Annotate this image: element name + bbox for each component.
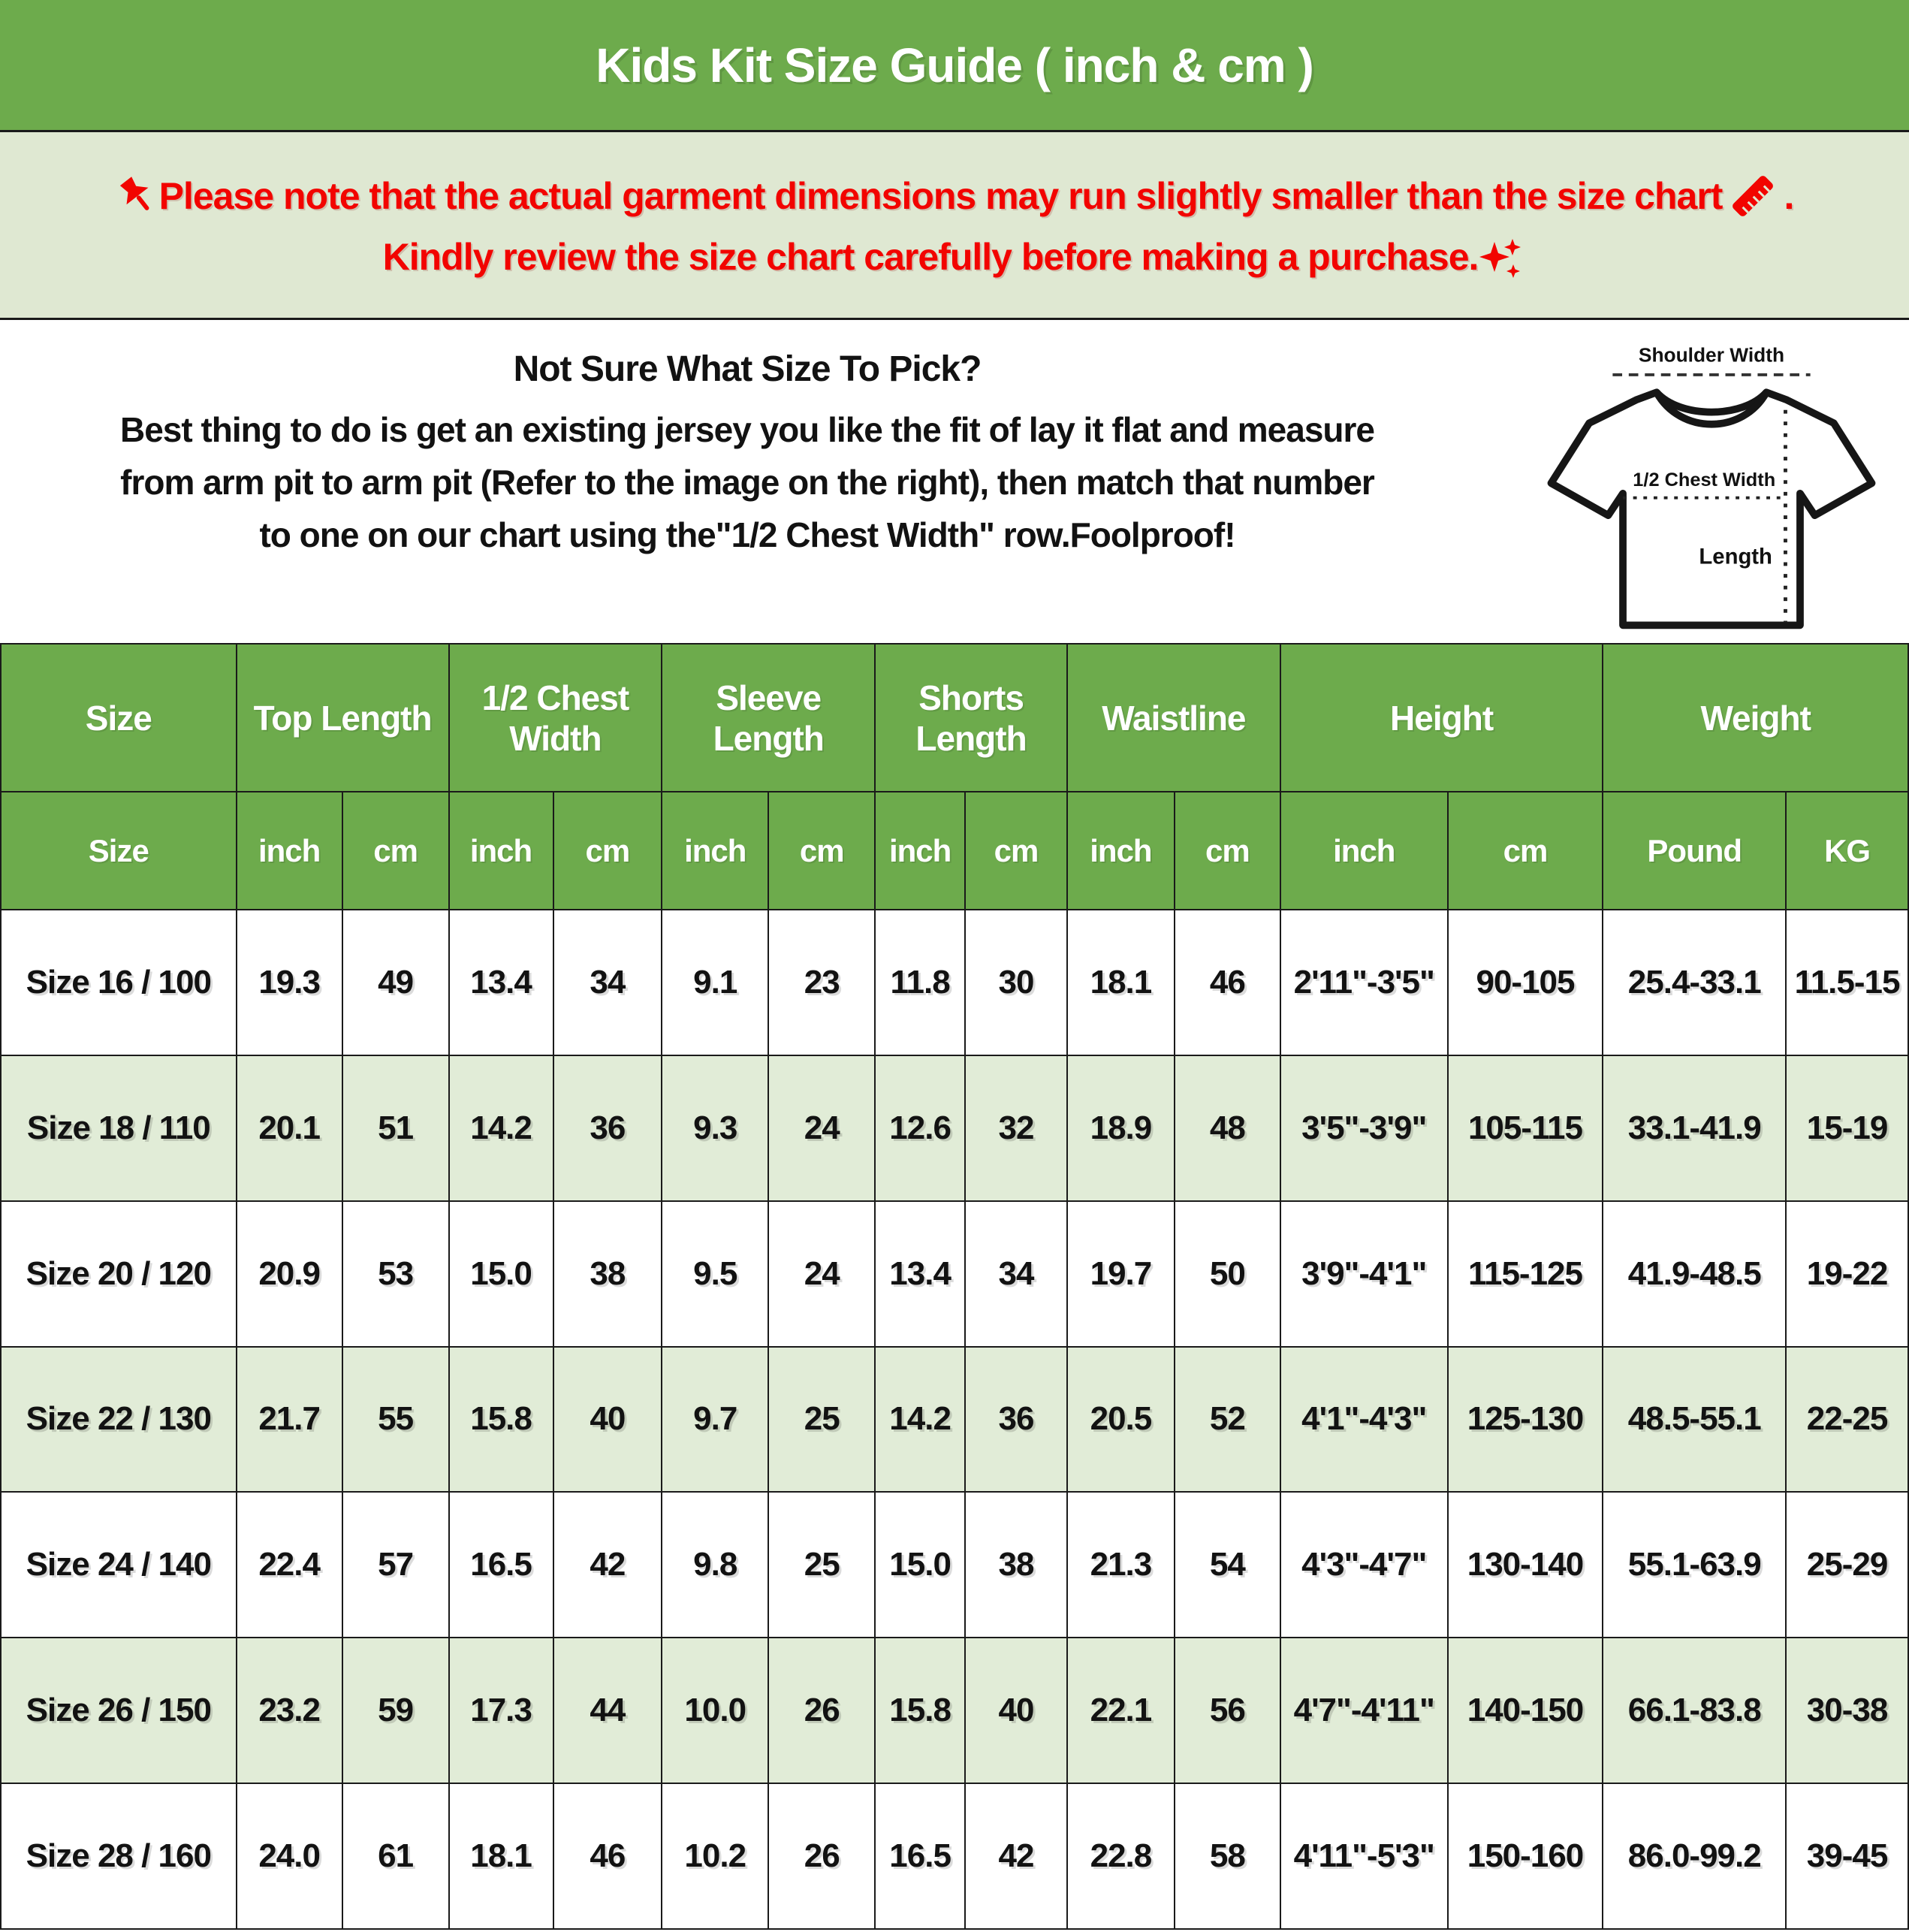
column-unit-header: cm	[553, 792, 662, 910]
measurement-cell: 42	[553, 1492, 662, 1638]
measurement-cell: 24	[768, 1201, 875, 1347]
measurement-cell: 23.2	[237, 1638, 342, 1783]
measurement-cell: 36	[965, 1347, 1067, 1493]
measurement-cell: 16.5	[875, 1783, 965, 1929]
measurement-cell: 17.3	[449, 1638, 553, 1783]
measurement-cell: 51	[342, 1055, 449, 1201]
measurement-cell: 18.1	[449, 1783, 553, 1929]
column-unit-header: inch	[1280, 792, 1448, 910]
measurement-cell: 90-105	[1448, 910, 1603, 1055]
measurement-cell: 38	[965, 1492, 1067, 1638]
sizing-help-text	[0, 349, 1494, 561]
table-row	[1, 910, 1908, 1055]
measurement-cell: 19.3	[237, 910, 342, 1055]
measurement-cell: 25	[768, 1492, 875, 1638]
notice-text-1: Please note that the actual garment dimensions may run slightly smaller than the size chart	[158, 174, 1723, 217]
measurement-cell: 12.6	[875, 1055, 965, 1201]
column-group-header: Shorts Length	[875, 644, 1067, 792]
page-title: Kids Kit Size Guide ( inch & cm )	[596, 38, 1313, 92]
measurement-cell: 3'5"-3'9"	[1280, 1055, 1448, 1201]
measurement-cell: 9.7	[662, 1347, 768, 1493]
shirt-measure-diagram	[1535, 343, 1888, 635]
column-group-header: Top Length	[237, 644, 449, 792]
column-unit-header: inch	[449, 792, 553, 910]
measurement-cell: 20.9	[237, 1201, 342, 1347]
column-unit-header: cm	[768, 792, 875, 910]
column-group-header: Waistline	[1067, 644, 1280, 792]
table-units-header-row	[1, 792, 1908, 910]
measurement-cell: 21.3	[1067, 1492, 1175, 1638]
measurement-cell: 4'7"-4'11"	[1280, 1638, 1448, 1783]
measurement-cell: 19-22	[1786, 1201, 1908, 1347]
measurement-cell: 13.4	[449, 910, 553, 1055]
sizing-help-section	[0, 320, 1909, 643]
measurement-cell: 20.5	[1067, 1347, 1175, 1493]
table-group-header-row	[1, 644, 1908, 792]
measurement-cell: 42	[965, 1783, 1067, 1929]
measurement-cell: 46	[1175, 910, 1280, 1055]
measurement-cell: 11.8	[875, 910, 965, 1055]
measurement-cell: 25.4-33.1	[1603, 910, 1786, 1055]
measurement-cell: 52	[1175, 1347, 1280, 1493]
measurement-cell: 3'9"-4'1"	[1280, 1201, 1448, 1347]
column-unit-header: inch	[1067, 792, 1175, 910]
measurement-cell: 40	[553, 1347, 662, 1493]
measurement-cell: 24.0	[237, 1783, 342, 1929]
measurement-cell: 10.2	[662, 1783, 768, 1929]
size-label-cell: Size 18 / 110	[1, 1055, 237, 1201]
column-unit-header: cm	[1448, 792, 1603, 910]
size-table	[0, 643, 1909, 1930]
measurement-cell: 55.1-63.9	[1603, 1492, 1786, 1638]
measurement-cell: 59	[342, 1638, 449, 1783]
measurement-cell: 55	[342, 1347, 449, 1493]
measurement-cell: 18.9	[1067, 1055, 1175, 1201]
measurement-cell: 36	[553, 1055, 662, 1201]
size-label-cell: Size 16 / 100	[1, 910, 237, 1055]
measurement-cell: 50	[1175, 1201, 1280, 1347]
measurement-cell: 22.4	[237, 1492, 342, 1638]
measurement-cell: 56	[1175, 1638, 1280, 1783]
measurement-cell: 53	[342, 1201, 449, 1347]
measurement-cell: 38	[553, 1201, 662, 1347]
measurement-cell: 15.8	[875, 1638, 965, 1783]
shoulder-width-label: Shoulder Width	[1638, 343, 1785, 367]
sizing-help-line-3: to one on our chart using the"1/2 Chest Width" row.Foolproof!	[259, 515, 1235, 554]
notice-line-1	[116, 170, 1794, 222]
measurement-cell: 25-29	[1786, 1492, 1908, 1638]
measurement-cell: 22.1	[1067, 1638, 1175, 1783]
measurement-cell: 44	[553, 1638, 662, 1783]
column-group-header: Size	[1, 644, 237, 792]
measurement-cell: 32	[965, 1055, 1067, 1201]
sizing-help-line-1: Best thing to do is get an existing jersey you like the fit of lay it flat and measure	[119, 410, 1375, 449]
sparkles-icon	[1478, 233, 1526, 281]
measurement-cell: 10.0	[662, 1638, 768, 1783]
measurement-cell: 57	[342, 1492, 449, 1638]
ruler-icon	[1727, 170, 1779, 222]
measurement-cell: 9.1	[662, 910, 768, 1055]
size-label-cell: Size 24 / 140	[1, 1492, 237, 1638]
size-label-cell: Size 22 / 130	[1, 1347, 237, 1493]
notice-band	[0, 132, 1909, 320]
measurement-cell: 39-45	[1786, 1783, 1908, 1929]
table-row	[1, 1638, 1908, 1783]
table-row	[1, 1347, 1908, 1493]
column-unit-header: inch	[662, 792, 768, 910]
measurement-cell: 19.7	[1067, 1201, 1175, 1347]
column-group-header: Height	[1280, 644, 1603, 792]
size-label-cell: Size 20 / 120	[1, 1201, 237, 1347]
measurement-cell: 115-125	[1448, 1201, 1603, 1347]
measurement-cell: 15.8	[449, 1347, 553, 1493]
notice-line-2	[383, 233, 1527, 281]
measurement-cell: 58	[1175, 1783, 1280, 1929]
measurement-cell: 22.8	[1067, 1783, 1175, 1929]
measurement-cell: 66.1-83.8	[1603, 1638, 1786, 1783]
column-unit-header: inch	[237, 792, 342, 910]
measurement-cell: 49	[342, 910, 449, 1055]
sizing-help-line-2: from arm pit to arm pit (Refer to the image on the right), then match that number	[120, 463, 1374, 502]
measurement-cell: 48.5-55.1	[1603, 1347, 1786, 1493]
half-chest-width-label: 1/2 Chest Width	[1633, 469, 1776, 491]
column-unit-header: cm	[1175, 792, 1280, 910]
measurement-cell: 140-150	[1448, 1638, 1603, 1783]
column-group-header: 1/2 Chest Width	[449, 644, 662, 792]
size-label-cell: Size 26 / 150	[1, 1638, 237, 1783]
measurement-cell: 9.5	[662, 1201, 768, 1347]
measurement-cell: 22-25	[1786, 1347, 1908, 1493]
measurement-cell: 40	[965, 1638, 1067, 1783]
measurement-cell: 4'3"-4'7"	[1280, 1492, 1448, 1638]
measurement-cell: 14.2	[875, 1347, 965, 1493]
measurement-cell: 4'1"-4'3"	[1280, 1347, 1448, 1493]
measurement-cell: 34	[965, 1201, 1067, 1347]
size-table-body	[1, 910, 1908, 1929]
measurement-cell: 105-115	[1448, 1055, 1603, 1201]
measurement-cell: 15.0	[449, 1201, 553, 1347]
column-group-header: Sleeve Length	[662, 644, 875, 792]
measurement-cell: 30-38	[1786, 1638, 1908, 1783]
measurement-cell: 16.5	[449, 1492, 553, 1638]
column-unit-header: Size	[1, 792, 237, 910]
measurement-cell: 46	[553, 1783, 662, 1929]
measurement-cell: 86.0-99.2	[1603, 1783, 1786, 1929]
measurement-cell: 41.9-48.5	[1603, 1201, 1786, 1347]
measurement-cell: 48	[1175, 1055, 1280, 1201]
size-label-cell: Size 28 / 160	[1, 1783, 237, 1929]
measurement-cell: 130-140	[1448, 1492, 1603, 1638]
measurement-cell: 4'11"-5'3"	[1280, 1783, 1448, 1929]
column-unit-header: cm	[342, 792, 449, 910]
length-label: Length	[1699, 545, 1772, 569]
measurement-cell: 25	[768, 1347, 875, 1493]
table-row	[1, 1783, 1908, 1929]
pushpin-icon	[116, 174, 159, 218]
measurement-cell: 21.7	[237, 1347, 342, 1493]
table-row	[1, 1055, 1908, 1201]
measurement-cell: 13.4	[875, 1201, 965, 1347]
table-row	[1, 1201, 1908, 1347]
column-unit-header: inch	[875, 792, 965, 910]
measurement-cell: 11.5-15	[1786, 910, 1908, 1055]
table-row	[1, 1492, 1908, 1638]
measurement-cell: 15-19	[1786, 1055, 1908, 1201]
column-group-header: Weight	[1603, 644, 1908, 792]
notice-text-1-end: .	[1784, 174, 1794, 217]
measurement-cell: 61	[342, 1783, 449, 1929]
measurement-cell: 54	[1175, 1492, 1280, 1638]
measurement-cell: 14.2	[449, 1055, 553, 1201]
column-unit-header: Pound	[1603, 792, 1786, 910]
measurement-cell: 9.3	[662, 1055, 768, 1201]
measurement-cell: 20.1	[237, 1055, 342, 1201]
measurement-cell: 33.1-41.9	[1603, 1055, 1786, 1201]
measurement-cell: 23	[768, 910, 875, 1055]
measurement-cell: 30	[965, 910, 1067, 1055]
measurement-cell: 26	[768, 1783, 875, 1929]
title-bar	[0, 0, 1909, 132]
measurement-cell: 15.0	[875, 1492, 965, 1638]
measurement-cell: 9.8	[662, 1492, 768, 1638]
measurement-cell: 26	[768, 1638, 875, 1783]
column-unit-header: cm	[965, 792, 1067, 910]
column-unit-header: KG	[1786, 792, 1908, 910]
measurement-cell: 18.1	[1067, 910, 1175, 1055]
measurement-cell: 24	[768, 1055, 875, 1201]
notice-text-2: Kindly review the size chart carefully before making a purchase.	[382, 235, 1479, 278]
sizing-help-heading: Not Sure What Size To Pick?	[513, 349, 982, 389]
measurement-cell: 34	[553, 910, 662, 1055]
measurement-cell: 150-160	[1448, 1783, 1603, 1929]
measurement-cell: 125-130	[1448, 1347, 1603, 1493]
measurement-cell: 2'11"-3'5"	[1280, 910, 1448, 1055]
